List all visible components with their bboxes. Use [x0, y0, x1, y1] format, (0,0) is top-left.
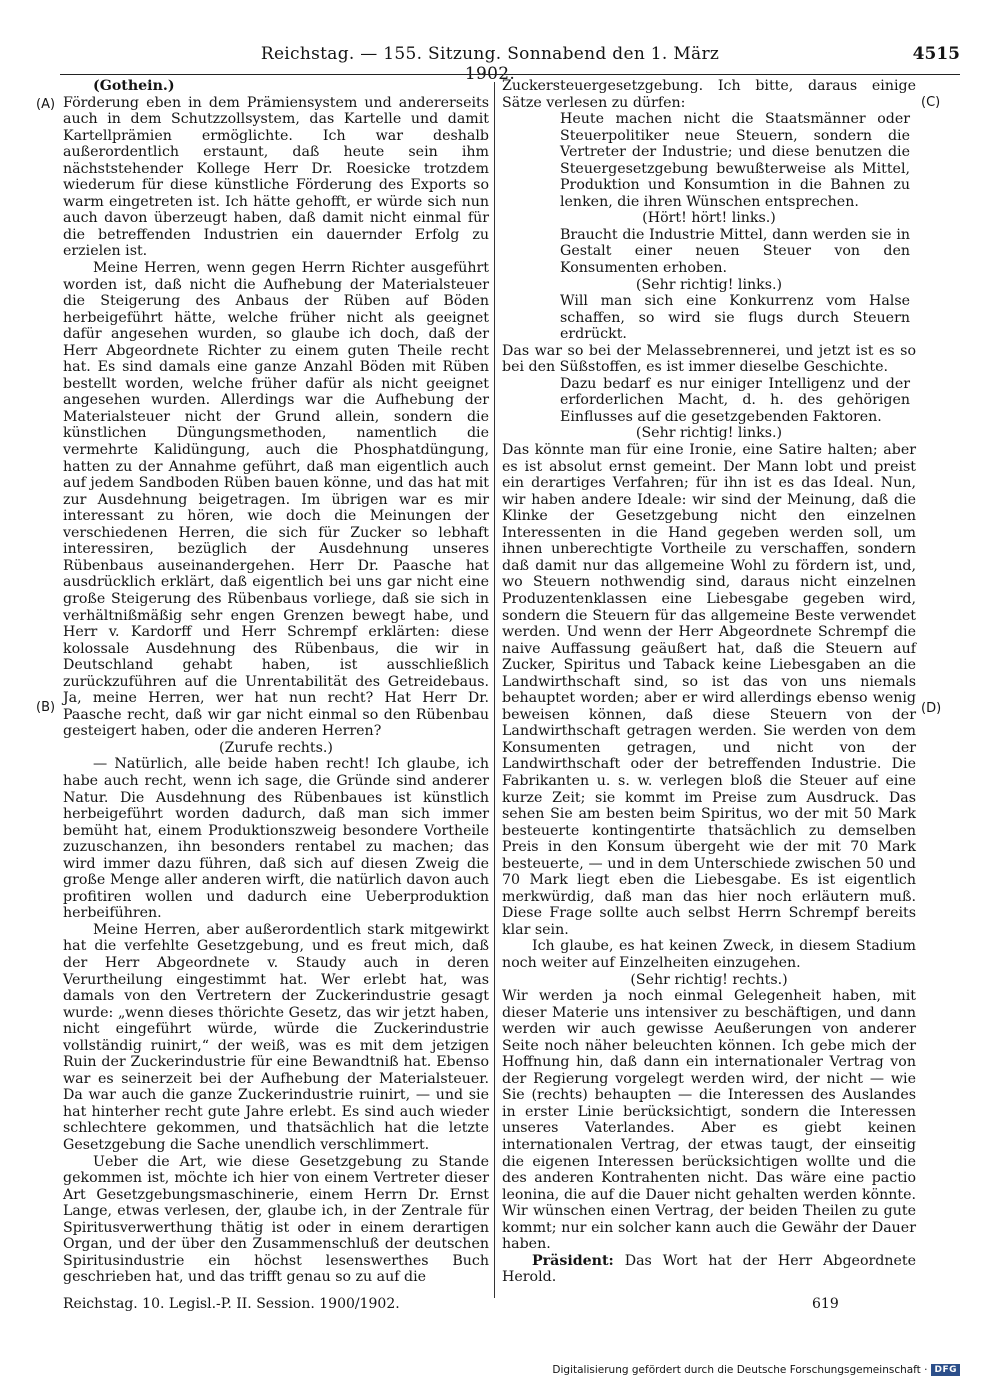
- quotation: [502, 227, 916, 277]
- interjection: (Sehr richtig! rechts.): [630, 971, 788, 988]
- quote-text: Will man sich eine Konkurrenz vom Halse schaffen, so wird sie flugs durch Steuern erdrückt.: [560, 293, 910, 343]
- footer-sheet-number: 619: [812, 1296, 839, 1312]
- margin-marker-b: (B): [36, 700, 56, 715]
- quote-text: Heute machen nicht die Staatsmänner oder Steuerpolitiker neue Steuern, sondern die Vertreter der Industrie; und diese benutzen die Steuergesetzgebung bewußterweise als Mittel, Produktion und Konsumtion in die Bahnen zu lenken, die ihren Wünschen entsprechen.: [560, 111, 910, 210]
- page-header: [0, 44, 1000, 84]
- president-label: Präsident:: [532, 1252, 614, 1269]
- president-statement: [502, 1253, 916, 1286]
- margin-marker-c: (C): [921, 95, 941, 110]
- paragraph: — Natürlich, alle beide haben recht! Ich glaube, ich habe auch recht, wenn ich sage, die Gründe sind anderer Natur. Die Ausdehnung des Rübenbaues ist künstlich herbeigeführt worden dadurch, daß man sich immer bemüht hat, einem Produktionszweig besondere Vortheile zuzuschanzen, ihn besonders rentabel zu machen; das wird immer dazu führen, daß sich auf diesen Zweig die große Menge aller anderen wirft, die natürlich davon auch profitiren wollen und dadurch eine Ueberproduktion herbeiführen.: [63, 756, 489, 922]
- paragraph: Ich glaube, es hat keinen Zweck, in diesem Stadium noch weiter auf Einzelheiten einzugehen.: [502, 938, 916, 971]
- paragraph: Zuckersteuergesetzgebung. Ich bitte, daraus einige Sätze verlesen zu dürfen:: [502, 78, 916, 111]
- speaker-tag: (Gothein.): [93, 78, 175, 94]
- president-text: Das Wort hat der Herr Abgeordnete Herold.: [502, 1252, 916, 1286]
- footer-session-info: Reichstag. 10. Legisl.-P. II. Session. 1900/1902.: [63, 1296, 400, 1312]
- header-rule: [60, 74, 960, 75]
- quotation: [502, 111, 916, 210]
- dfg-logo: DFG: [931, 1364, 960, 1376]
- dfg-notice: [552, 1364, 960, 1376]
- column-divider: [494, 82, 495, 1298]
- interjection: (Hört! hört! links.): [642, 210, 776, 227]
- left-column: [63, 78, 489, 1286]
- quotation: [502, 376, 916, 426]
- paragraph: Das könnte man für eine Ironie, eine Satire halten; aber es ist absolut ernst gemeint. Der Mann lobt und preist ein derartiges Verfahren; für ihn ist es das Ideal. Nun, wir haben andere Ideale: wir sind der Meinung, daß die Klinke der Gesetzgebung nicht den einzelnen Interessenten in die Hand gegeben werden soll, um ihnen unberechtigte Vortheile zu verschaffen, sondern daß damit nur das allgemeine Wohl zu fördern ist, und, wo Steuern nothwendig sind, daraus nicht einzelnen Produzentenklassen eine Liebesgabe gegeben wird, sondern die Steuern für das allgemeine Beste verwendet werden. Und wenn der Herr Abgeordnete Schrempf die naive Auffassung geäußert hat, daß die Steuern auf Zucker, Spiritus und Taback keine Liebesgaben an die Landwirthschaft sind, so ist das von uns niemals behauptet worden; aber er wird allerdings ebenso wenig beweisen können, daß diese Steuern von der Landwirthschaft getragen werden. Sie werden von dem Konsumenten getragen, und nicht von der Landwirthschaft oder der betreffenden Industrie. Die Fabrikanten u. s. w. verlegen bloß die Steuer auf eine kurze Zeit; sie kommt im Preise zum Ausdruck. Das sehen Sie am besten beim Spiritus, wo der mit 50 Mark besteuerte kontingentirte thatsächlich zu demselben Preis in den Konsum übergeht wie der mit 70 Mark besteuerte, — und in dem Unterschiede zwischen 50 und 70 Mark liegt eben die Liebesgabe. Es ist eigentlich merkwürdig, daß man das hier noch erläutern muß. Diese Frage sollte auch selbst Herrn Schrempf bereits klar sein.: [502, 442, 916, 938]
- interjection: (Sehr richtig! links.): [635, 425, 783, 442]
- page-number: 4515: [912, 44, 960, 64]
- right-column: [502, 78, 916, 1286]
- paragraph: Meine Herren, aber außerordentlich stark mitgewirkt hat die verfehlte Gesetzgebung, und es freut mich, daß der Herr Abgeordnete v. Staudy auch in deren Verurtheilung eingestimmt hat. Wer erlebt hat, was damals von den Vertretern der Zuckerindustrie gesagt wurde: „wenn dieses thörichte Gesetz, das wir jetzt haben, nicht eingeführt würde, würde die Zuckerindustrie vollständig ruinirt,“ der weiß, was es mit dem jetzigen Ruin der Zuckerindustrie für eine Bewandtniß hat. Ebenso war es seinerzeit bei der Aufhebung der Materialsteuer. Da war auch die ganze Zuckerindustrie ruinirt, — und sie hat hinterher recht gute Jahre erlebt. Es sind auch wieder schlechtere gekommen, und thatsächlich hat die letzte Gesetzgebung die Sache unendlich verschlimmert.: [63, 921, 489, 1153]
- dfg-text: Digitalisierung gefördert durch die Deutsche Forschungsgemeinschaft ·: [552, 1364, 928, 1376]
- paragraph: Das war so bei der Melassebrennerei, und jetzt ist es so bei den Süßstoffen, es ist immer dieselbe Geschichte.: [502, 342, 916, 376]
- paragraph: Wir werden ja noch einmal Gelegenheit haben, mit dieser Materie uns intensiver zu beschäftigen, und dann werden wir auch gewisse Aeußerungen von anderer Seite noch näher beleuchten können. Ich gebe mich der Hoffnung hin, daß dann ein internationaler Vertrag von der Regierung vorgelegt werden wird, der nicht — wie Sie (rechts) behaupten — die Interessen des Auslandes in erster Linie berücksichtigt, sondern die Interessen unseres Vaterlandes. Aber es giebt keinen internationalen Vertrag, der etwas taugt, der einseitig die eigenen Interessen berücksichtigen wollte und die des anderen Kontrahenten nicht. Das wäre eine pactio leonina, die auf die Dauer nicht gehalten werden könnte. Wir wünschen einen Vertrag, der beiden Theilen zu gute kommt; nur ein solcher kann auch die Gewähr der Dauer haben.: [502, 988, 916, 1253]
- margin-marker-a: (A): [36, 97, 56, 112]
- quote-text: Braucht die Industrie Mittel, dann werden sie in Gestalt einer neuen Steuer von den Konsumenten erhoben.: [560, 226, 910, 277]
- paragraph: Ueber die Art, wie diese Gesetzgebung zu Stande gekommen ist, möchte ich hier von einem Vertreter dieser Art Gesetzgebungsmaschinerie, einem Herrn Dr. Ernst Lange, etwas verlesen, der, glaube ich, in der Zentrale für Spiritusverwerthung thätig ist oder in einem derartigen Organ, und der über den Zusammenschluß der deutschen Spiritusindustrie ein höchst lesenswerthes Buch geschrieben hat, und das trifft genau so zu auf die: [63, 1153, 489, 1286]
- quote-text: Dazu bedarf es nur einiger Intelligenz und der erforderlichen Macht, d. h. des gehörigen Einflusses auf die gesetzgebenden Faktoren.: [560, 375, 910, 425]
- interjection: (Sehr richtig! links.): [635, 276, 783, 293]
- paragraph: Meine Herren, wenn gegen Herrn Richter ausgeführt worden ist, daß nicht die Aufhebung der Materialsteuer die Steigerung des Anbaus der Rüben auf Böden herbeigeführt hätte, welche früher nicht als geeignet dafür angesehen wurden, so glaube ich doch, daß der Herr Abgeordnete Richter zu einem guten Theile recht hat. Es sind damals eine ganze Anzahl Böden mit Rüben bestellt worden, welche früher dafür als nicht geeignet angesehen wurden. Allerdings war die Aufhebung der Materialsteuer nicht der Grund allein, sondern die künstlichen Düngungsmethoden, namentlich die vermehrte Kalidüngung, auch die Phosphatdüngung, hatten zu der Annahme geführt, daß man eigentlich auch auf jedem Sandboden Rüben bauen könne, und das hat mit zur Ausdehnung beigetragen. Im übrigen war es mir interessant zu hören, wie doch die Meinungen der verschiedenen Herren, die sich für Zucker so lebhaft interessiren, bezüglich der Ausdehnung unseres Rübenbaus auseinandergehen. Herr Dr. Paasche hat ausdrücklich erklärt, daß eigentlich bei uns gar nicht eine große Steigerung des Rübenbaus vorliege, daß sie sich in verhältnißmäßig sehr engen Grenzen bewegt habe, und Herr v. Kardorff und Herr Schrempf erklärten: diese kolossale Ausdehnung des Rübenbaus, die wir in Deutschland gehabt haben, ist ausschließlich zurückzuführen auf die Unrentabilität des Getreidebaus. Ja, meine Herren, wer hat nun recht? Hat Herr Dr. Paasche recht, daß wir gar nicht einmal so den Rübenbau gesteigert haben, oder die anderen Herren?: [63, 260, 489, 740]
- paragraph: Förderung eben in dem Prämiensystem und andererseits auch in dem Schutzzollsystem, das Kartelle und damit Kartellprämien ermöglichte. Ich war deshalb außerordentlich erstaunt, daß heute sein ihm nächststehender Kollege Herr Dr. Roesicke trotzdem wiederum für diese künstliche Förderung des Exports so warm eingetreten ist. Ich hätte gehofft, er würde sich nun auch davon überzeugt haben, daß damit nicht einmal für die betreffenden Industrien ein dauernder Erfolg zu erzielen ist.: [63, 94, 489, 260]
- quotation: [502, 293, 916, 343]
- margin-marker-d: (D): [921, 701, 942, 716]
- interjection: (Zurufe rechts.): [219, 739, 333, 756]
- running-header-title: Reichstag. — 155. Sitzung. Sonnabend den 1. März 1902.: [260, 44, 720, 84]
